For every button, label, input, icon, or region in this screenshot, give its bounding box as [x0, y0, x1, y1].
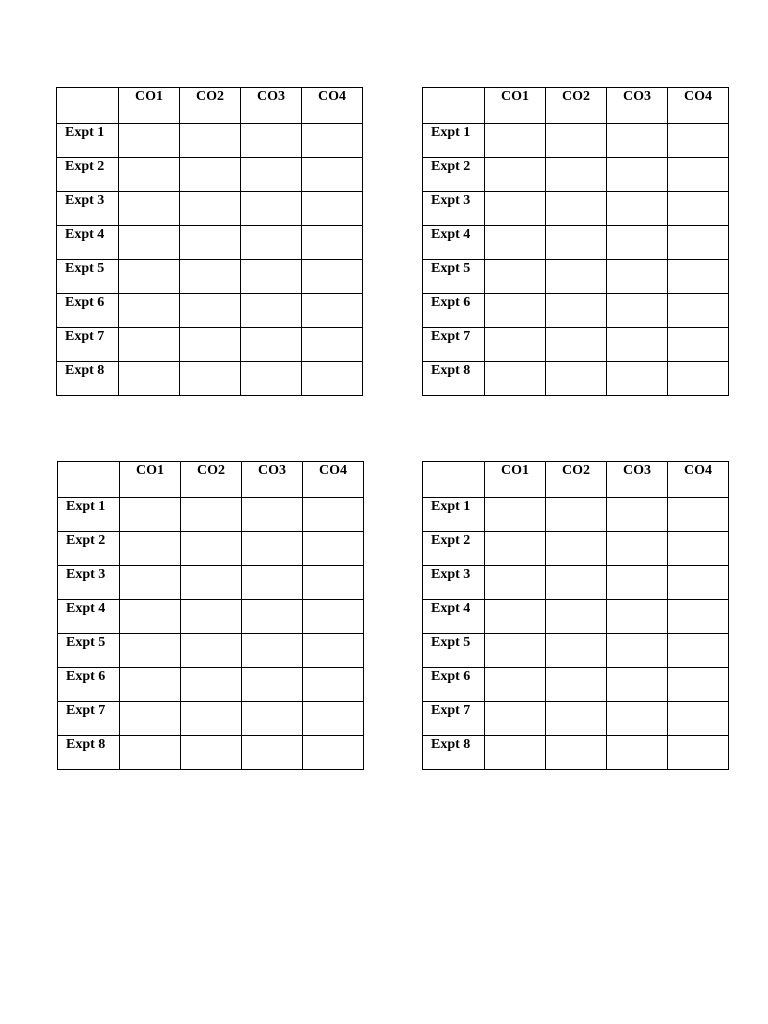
table-row: [423, 294, 729, 328]
column-header-co2: CO2: [546, 462, 607, 498]
table-row: [58, 634, 364, 668]
table-row: [57, 124, 363, 158]
table-cell[interactable]: [546, 158, 607, 192]
table-cell[interactable]: [120, 600, 181, 634]
row-header: Expt 6: [423, 294, 485, 328]
row-header: Expt 7: [57, 328, 119, 362]
table-cell[interactable]: [546, 498, 607, 532]
table-cell[interactable]: [546, 736, 607, 770]
table-cell[interactable]: [303, 702, 364, 736]
table-row: [423, 124, 729, 158]
table-cell[interactable]: [607, 532, 668, 566]
table-cell[interactable]: [302, 124, 363, 158]
table-cell[interactable]: [546, 532, 607, 566]
row-header: Expt 6: [58, 668, 120, 702]
table-cell[interactable]: [485, 192, 546, 226]
row-header: Expt 2: [423, 532, 485, 566]
table-cell[interactable]: [119, 226, 180, 260]
table-cell[interactable]: [302, 158, 363, 192]
table-cell[interactable]: [242, 498, 303, 532]
row-header: Expt 8: [423, 362, 485, 396]
table-cell[interactable]: [302, 362, 363, 396]
table-row: [57, 260, 363, 294]
table-row: [423, 634, 729, 668]
table-row: [58, 498, 364, 532]
row-header: Expt 7: [423, 702, 485, 736]
table-cell[interactable]: [485, 634, 546, 668]
table-cell[interactable]: [181, 668, 242, 702]
table-cell[interactable]: [181, 736, 242, 770]
table-cell[interactable]: [242, 668, 303, 702]
table-cell[interactable]: [485, 702, 546, 736]
table-cell[interactable]: [668, 294, 729, 328]
table-row: [58, 702, 364, 736]
table-row: [57, 328, 363, 362]
table-cell[interactable]: [242, 736, 303, 770]
column-header-co1: CO1: [485, 462, 546, 498]
table-cell[interactable]: [303, 600, 364, 634]
column-header-co2: CO2: [181, 462, 242, 498]
table-row: [57, 362, 363, 396]
column-header-co4: CO4: [302, 88, 363, 124]
table-cell[interactable]: [668, 532, 729, 566]
row-header: Expt 4: [423, 226, 485, 260]
table-cell[interactable]: [546, 634, 607, 668]
row-header: Expt 6: [423, 668, 485, 702]
table-cell[interactable]: [241, 158, 302, 192]
attainment-table-top-left: [56, 87, 363, 396]
table-cell[interactable]: [485, 294, 546, 328]
table-cell[interactable]: [181, 532, 242, 566]
table-cell[interactable]: [668, 226, 729, 260]
table-cell[interactable]: [607, 124, 668, 158]
table-cell[interactable]: [180, 192, 241, 226]
table-cell[interactable]: [303, 498, 364, 532]
table-row: [423, 736, 729, 770]
table-cell[interactable]: [546, 124, 607, 158]
table-cell[interactable]: [241, 362, 302, 396]
row-header: Expt 1: [57, 124, 119, 158]
column-header-co4: CO4: [303, 462, 364, 498]
table-cell[interactable]: [181, 566, 242, 600]
table-cell[interactable]: [546, 294, 607, 328]
corner-cell: [57, 88, 119, 124]
table-cell[interactable]: [668, 634, 729, 668]
table-row: [423, 260, 729, 294]
table-row: [423, 328, 729, 362]
row-header: Expt 3: [423, 192, 485, 226]
row-header: Expt 2: [57, 158, 119, 192]
table-cell[interactable]: [485, 158, 546, 192]
table-cell[interactable]: [181, 702, 242, 736]
table-cell[interactable]: [485, 124, 546, 158]
table-cell[interactable]: [668, 668, 729, 702]
table-cell[interactable]: [242, 532, 303, 566]
row-header: Expt 4: [58, 600, 120, 634]
table-row: [58, 566, 364, 600]
table-cell[interactable]: [242, 600, 303, 634]
row-header: Expt 7: [423, 328, 485, 362]
column-header-co4: CO4: [668, 462, 729, 498]
table-cell[interactable]: [303, 634, 364, 668]
table-cell[interactable]: [546, 260, 607, 294]
table-cell[interactable]: [120, 532, 181, 566]
table-row: [423, 192, 729, 226]
row-header: Expt 3: [57, 192, 119, 226]
table-cell[interactable]: [668, 124, 729, 158]
table-cell[interactable]: [302, 192, 363, 226]
table-cell[interactable]: [546, 702, 607, 736]
row-header: Expt 8: [58, 736, 120, 770]
table-cell[interactable]: [180, 158, 241, 192]
table-cell[interactable]: [119, 362, 180, 396]
table-row: [57, 192, 363, 226]
table-cell[interactable]: [485, 600, 546, 634]
column-header-co1: CO1: [119, 88, 180, 124]
table-cell[interactable]: [180, 294, 241, 328]
table-cell[interactable]: [607, 702, 668, 736]
table-cell[interactable]: [180, 362, 241, 396]
table-row: [423, 532, 729, 566]
table-cell[interactable]: [181, 600, 242, 634]
table-cell[interactable]: [607, 600, 668, 634]
table-cell[interactable]: [302, 226, 363, 260]
table-cell[interactable]: [241, 260, 302, 294]
table-row: [423, 668, 729, 702]
table-cell[interactable]: [668, 498, 729, 532]
row-header: Expt 1: [423, 498, 485, 532]
table-cell[interactable]: [302, 260, 363, 294]
table-cell[interactable]: [119, 294, 180, 328]
table-row: [423, 702, 729, 736]
table-cell[interactable]: [119, 158, 180, 192]
attainment-table-bottom-left: [57, 461, 364, 770]
table-cell[interactable]: [119, 124, 180, 158]
column-header-co3: CO3: [241, 88, 302, 124]
table-cell[interactable]: [485, 668, 546, 702]
row-header: Expt 3: [58, 566, 120, 600]
row-header: Expt 2: [58, 532, 120, 566]
table-cell[interactable]: [485, 260, 546, 294]
row-header: Expt 8: [423, 736, 485, 770]
table-cell[interactable]: [119, 260, 180, 294]
table-cell[interactable]: [607, 158, 668, 192]
corner-cell: [58, 462, 120, 498]
table-cell[interactable]: [485, 226, 546, 260]
row-header: Expt 4: [57, 226, 119, 260]
table-cell[interactable]: [668, 260, 729, 294]
header-row: [423, 462, 729, 498]
column-header-co4: CO4: [668, 88, 729, 124]
column-header-co3: CO3: [607, 88, 668, 124]
table-cell[interactable]: [302, 294, 363, 328]
table-cell[interactable]: [485, 566, 546, 600]
table-cell[interactable]: [607, 566, 668, 600]
header-row: [58, 462, 364, 498]
table-cell[interactable]: [607, 328, 668, 362]
table-cell[interactable]: [546, 566, 607, 600]
table-cell[interactable]: [120, 498, 181, 532]
table-cell[interactable]: [303, 566, 364, 600]
table-row: [57, 158, 363, 192]
row-header: Expt 7: [58, 702, 120, 736]
table-cell[interactable]: [485, 498, 546, 532]
table-cell[interactable]: [302, 328, 363, 362]
table-row: [423, 566, 729, 600]
table-cell[interactable]: [303, 532, 364, 566]
row-header: Expt 5: [57, 260, 119, 294]
table-cell[interactable]: [485, 328, 546, 362]
column-header-co1: CO1: [485, 88, 546, 124]
table-cell[interactable]: [241, 294, 302, 328]
table-cell[interactable]: [668, 600, 729, 634]
table-cell[interactable]: [242, 634, 303, 668]
table-cell[interactable]: [119, 328, 180, 362]
table-cell[interactable]: [546, 362, 607, 396]
table-cell[interactable]: [119, 192, 180, 226]
table-cell[interactable]: [668, 192, 729, 226]
table-cell[interactable]: [241, 124, 302, 158]
table-cell[interactable]: [607, 192, 668, 226]
column-header-co3: CO3: [607, 462, 668, 498]
table-cell[interactable]: [241, 226, 302, 260]
column-header-co1: CO1: [120, 462, 181, 498]
row-header: Expt 1: [58, 498, 120, 532]
table-cell[interactable]: [607, 668, 668, 702]
table-cell[interactable]: [546, 668, 607, 702]
table-cell[interactable]: [668, 158, 729, 192]
table-cell[interactable]: [546, 192, 607, 226]
table-cell[interactable]: [180, 328, 241, 362]
table-cell[interactable]: [180, 226, 241, 260]
row-header: Expt 8: [57, 362, 119, 396]
table-cell[interactable]: [303, 668, 364, 702]
table-cell[interactable]: [241, 328, 302, 362]
table-row: [58, 532, 364, 566]
table-cell[interactable]: [181, 634, 242, 668]
corner-cell: [423, 462, 485, 498]
table-row: [423, 158, 729, 192]
attainment-table-bottom-right: [422, 461, 729, 770]
table-cell[interactable]: [668, 328, 729, 362]
table-cell[interactable]: [485, 532, 546, 566]
row-header: Expt 5: [58, 634, 120, 668]
table-cell[interactable]: [668, 566, 729, 600]
table-row: [58, 736, 364, 770]
table-cell[interactable]: [120, 736, 181, 770]
table-cell[interactable]: [607, 634, 668, 668]
table-row: [423, 600, 729, 634]
table-row: [57, 226, 363, 260]
row-header: Expt 6: [57, 294, 119, 328]
table-row: [58, 600, 364, 634]
row-header: Expt 1: [423, 124, 485, 158]
row-header: Expt 4: [423, 600, 485, 634]
table-row: [423, 362, 729, 396]
table-cell[interactable]: [120, 634, 181, 668]
table-cell[interactable]: [546, 600, 607, 634]
table-cell[interactable]: [607, 260, 668, 294]
attainment-table-top-right: [422, 87, 729, 396]
table-cell[interactable]: [120, 566, 181, 600]
column-header-co2: CO2: [546, 88, 607, 124]
table-cell[interactable]: [485, 362, 546, 396]
table-cell[interactable]: [180, 260, 241, 294]
table-cell[interactable]: [668, 702, 729, 736]
table-cell[interactable]: [485, 736, 546, 770]
table-cell[interactable]: [120, 668, 181, 702]
table-cell[interactable]: [607, 736, 668, 770]
table-cell[interactable]: [180, 124, 241, 158]
table-cell[interactable]: [546, 328, 607, 362]
table-row: [423, 226, 729, 260]
row-header: Expt 2: [423, 158, 485, 192]
table-cell[interactable]: [303, 736, 364, 770]
table-cell[interactable]: [607, 294, 668, 328]
table-row: [58, 668, 364, 702]
header-row: [57, 88, 363, 124]
table-cell[interactable]: [668, 736, 729, 770]
row-header: Expt 5: [423, 634, 485, 668]
header-row: [423, 88, 729, 124]
table-cell[interactable]: [242, 702, 303, 736]
table-cell[interactable]: [241, 192, 302, 226]
table-cell[interactable]: [120, 702, 181, 736]
row-header: Expt 5: [423, 260, 485, 294]
table-row: [57, 294, 363, 328]
table-cell[interactable]: [181, 498, 242, 532]
table-cell[interactable]: [607, 226, 668, 260]
table-cell[interactable]: [607, 498, 668, 532]
column-header-co3: CO3: [242, 462, 303, 498]
table-cell[interactable]: [242, 566, 303, 600]
corner-cell: [423, 88, 485, 124]
row-header: Expt 3: [423, 566, 485, 600]
column-header-co2: CO2: [180, 88, 241, 124]
table-cell[interactable]: [668, 362, 729, 396]
table-cell[interactable]: [546, 226, 607, 260]
table-cell[interactable]: [607, 362, 668, 396]
table-row: [423, 498, 729, 532]
